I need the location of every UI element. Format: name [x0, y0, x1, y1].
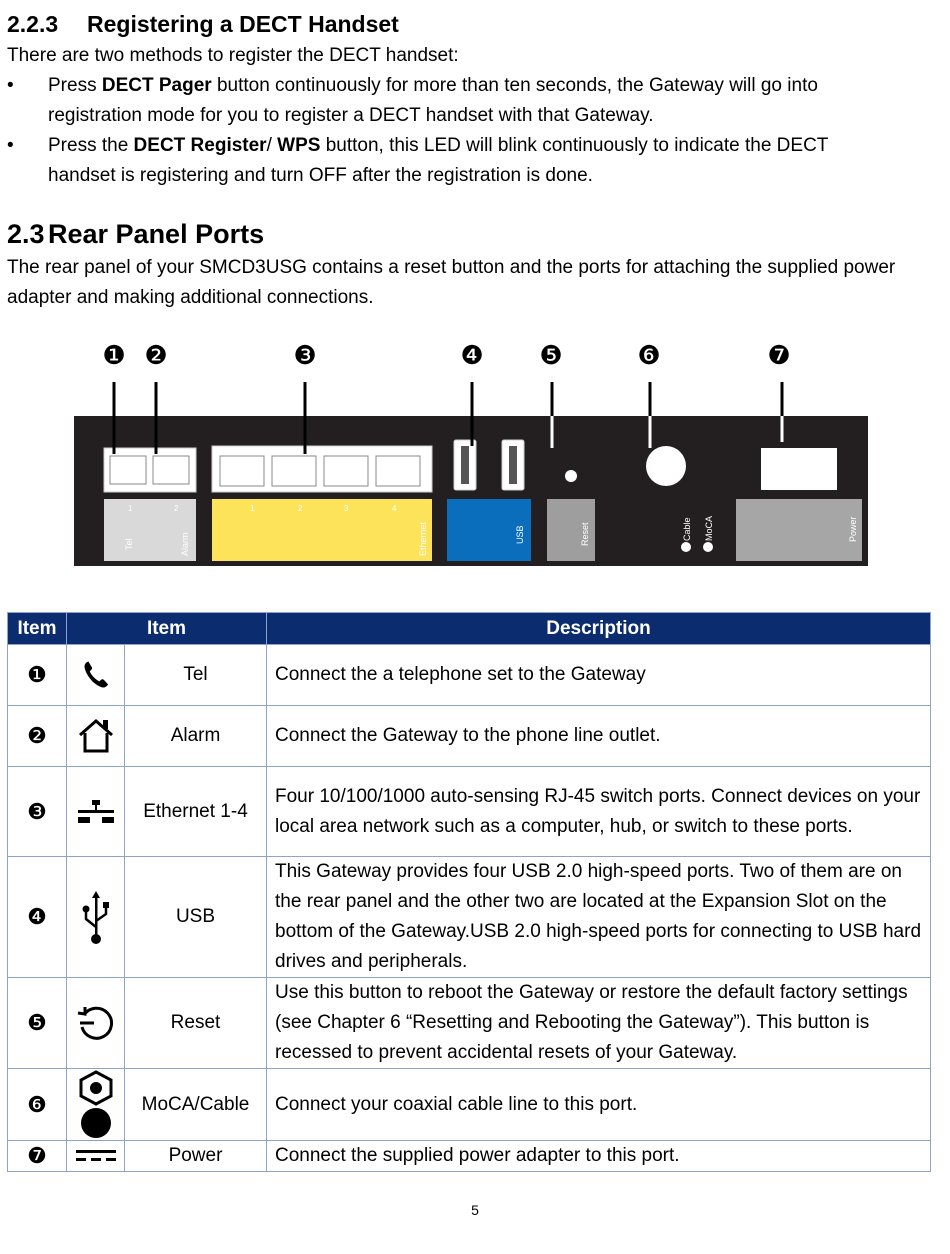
item-description: This Gateway provides four USB 2.0 high-speed ports. Two of them are on the rear panel and the other two are located at the Expansion Slot on the bottom of the Gateway.USB 2.0 high-speed ports for connecting to USB hard drives and peripherals. — [267, 857, 931, 978]
cable-symbol — [681, 542, 691, 552]
usb-port-1-slot — [461, 446, 469, 484]
bullet-2-line-2: handset is registering and turn OFF after the registration is done. — [48, 165, 593, 186]
tel-label: Tel — [124, 538, 134, 550]
callout-4: ❹ — [460, 341, 484, 371]
reset-icon — [67, 978, 125, 1069]
ports-table — [7, 612, 931, 1172]
item-number: ❹ — [8, 857, 67, 978]
coax-icon — [67, 1069, 125, 1141]
item-description: Connect the supplied power adapter to this port. — [267, 1141, 931, 1172]
text: button, this LED will blink continuously to indicate the DECT — [320, 135, 829, 156]
item-number: ❻ — [8, 1069, 67, 1141]
page-number: 5 — [471, 1202, 479, 1218]
item-name: USB — [125, 857, 267, 978]
item-description: Use this button to reboot the Gateway or restore the default factory settings (see Chapter 6 “Resetting and Rebooting the Gateway”). This button is recessed to prevent accidental resets of your Gateway. — [267, 978, 931, 1069]
intro-paragraph: There are two methods to register the DECT handset: — [7, 45, 459, 66]
callout-6: ❻ — [637, 341, 661, 371]
table-row — [8, 857, 931, 978]
reset-button — [565, 470, 577, 482]
ethernet-icon — [67, 767, 125, 857]
table-row — [8, 978, 931, 1069]
item-name: Ethernet 1-4 — [125, 767, 267, 857]
text: Press — [48, 75, 102, 96]
port-number: 1 — [128, 504, 133, 513]
alarm-port — [153, 456, 189, 484]
phone-icon — [67, 645, 125, 706]
port-number: 4 — [392, 504, 397, 513]
bullet-marker: • — [7, 135, 14, 156]
rear-panel-paragraph-line-1: The rear panel of your SMCD3USG contains a reset button and the ports for attaching the supplied power — [7, 257, 896, 278]
usb-icon — [67, 857, 125, 978]
table-row — [8, 1069, 931, 1141]
power-jack — [761, 448, 837, 490]
item-description: Four 10/100/1000 auto-sensing RJ-45 switch ports. Connect devices on your local area network such as a computer, hub, or switch to these ports. — [267, 767, 931, 857]
bullet-2-line-1 — [48, 131, 828, 161]
section-heading-2-2-3 — [7, 11, 399, 38]
bullet-1-line-2: registration mode for you to register a DECT handset with that Gateway. — [48, 105, 654, 126]
reset-label: Reset — [580, 522, 590, 546]
section-title: Registering a DECT Handset — [87, 11, 399, 37]
moca-symbol — [703, 542, 713, 552]
section-title: Rear Panel Ports — [48, 219, 265, 249]
callout-7: ❼ — [767, 341, 791, 371]
ethernet-port-1 — [220, 456, 264, 486]
item-name: Power — [125, 1141, 267, 1172]
item-number: ❺ — [8, 978, 67, 1069]
text: Press the — [48, 135, 134, 156]
moca-label: MoCA — [704, 515, 714, 541]
text: button continuously for more than ten seconds, the Gateway will go into — [211, 75, 818, 96]
rear-panel-diagram — [70, 336, 880, 572]
callout-2: ❷ — [144, 341, 168, 371]
bullet-marker: • — [7, 75, 14, 96]
item-name: Reset — [125, 978, 267, 1069]
usb-port-2-slot — [509, 446, 517, 484]
bold-text: DECT Pager — [101, 75, 212, 96]
table-header-row — [8, 613, 931, 645]
bold-text: DECT Register — [133, 135, 267, 156]
coax-connector — [646, 446, 686, 486]
section-number: 2.2.3 — [7, 11, 59, 37]
house-icon — [67, 706, 125, 767]
dc-power-icon — [67, 1141, 125, 1172]
item-number: ❸ — [8, 767, 67, 857]
ethernet-port-3 — [324, 456, 368, 486]
item-number: ❶ — [8, 645, 67, 706]
rear-panel-paragraph-line-2: adapter and making additional connections. — [7, 287, 374, 308]
header-description: Description — [267, 613, 931, 645]
alarm-label: Alarm — [180, 532, 190, 556]
power-label-plate — [736, 499, 862, 561]
ethernet-port-4 — [376, 456, 420, 486]
header-item: Item — [8, 613, 67, 645]
callout-3: ❸ — [293, 341, 317, 371]
bold-text: WPS — [277, 135, 321, 156]
tel-port — [110, 456, 146, 484]
callout-1: ❶ — [102, 341, 126, 371]
text: / — [266, 135, 278, 156]
ethernet-port-2 — [272, 456, 316, 486]
item-name: Alarm — [125, 706, 267, 767]
ethernet-label-plate — [212, 499, 432, 561]
section-number: 2.3 — [7, 219, 45, 249]
port-number: 2 — [174, 504, 179, 513]
power-label: Power — [848, 516, 858, 542]
header-item-name: Item — [67, 613, 267, 645]
bullet-1-line-1 — [48, 71, 818, 101]
callout-5: ❺ — [539, 341, 563, 371]
cable-label: Cable — [682, 517, 692, 541]
item-description: Connect the Gateway to the phone line outlet. — [267, 706, 931, 767]
usb-label: USB — [515, 525, 525, 544]
item-description: Connect the a telephone set to the Gateway — [267, 645, 931, 706]
table-row — [8, 645, 931, 706]
item-name: MoCA/Cable — [125, 1069, 267, 1141]
item-description: Connect your coaxial cable line to this port. — [267, 1069, 931, 1141]
port-number: 2 — [298, 504, 303, 513]
item-number: ❷ — [8, 706, 67, 767]
item-name: Tel — [125, 645, 267, 706]
item-number: ❼ — [8, 1141, 67, 1172]
table-row — [8, 706, 931, 767]
table-row — [8, 1141, 931, 1172]
port-number: 1 — [250, 504, 255, 513]
section-heading-2-3 — [7, 219, 264, 250]
ethernet-label: Ethernet — [418, 521, 428, 556]
port-number: 3 — [344, 504, 349, 513]
table-row — [8, 767, 931, 857]
